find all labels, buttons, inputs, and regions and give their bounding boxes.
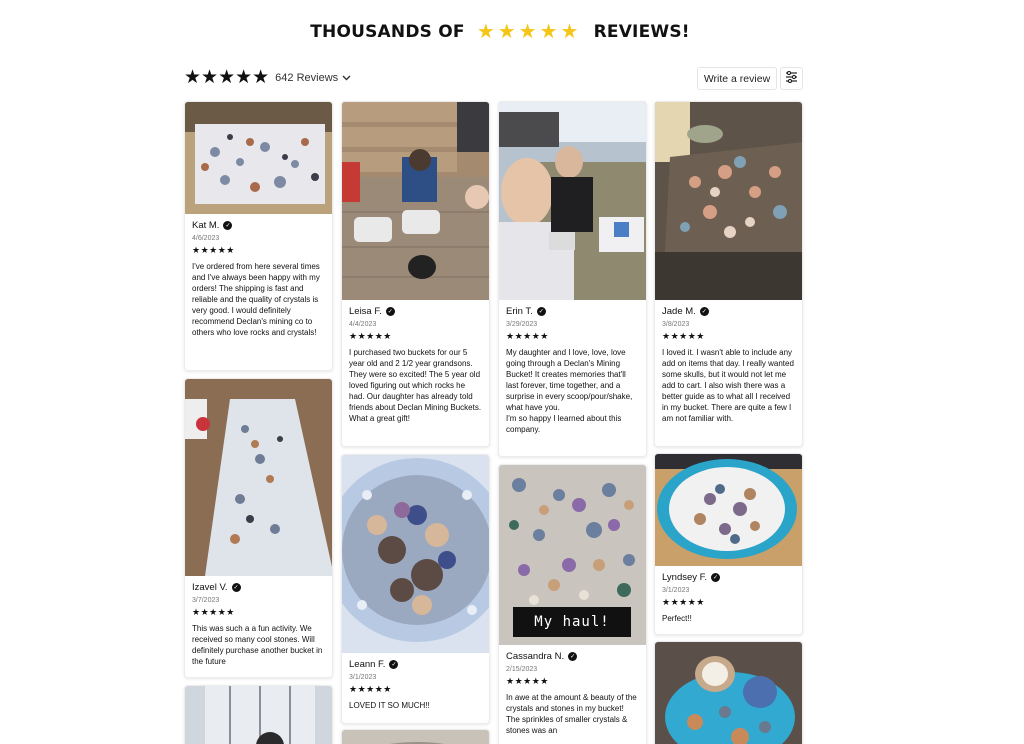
review-stars-icon: ★★★★★ — [192, 607, 235, 617]
sliders-icon — [785, 70, 798, 88]
review-card[interactable] — [341, 101, 490, 447]
verified-check-icon: ✓ — [713, 575, 719, 581]
reviewer-name: Leann F. — [349, 659, 386, 670]
review-photo[interactable] — [499, 102, 646, 300]
review-date: 4/4/2023 — [349, 321, 377, 328]
verified-check-icon: ✓ — [570, 654, 576, 660]
verified-check-icon: ✓ — [538, 309, 544, 315]
review-card[interactable] — [341, 454, 490, 724]
review-date: 4/6/2023 — [192, 235, 220, 242]
review-stars-icon: ★★★★★ — [662, 597, 705, 607]
review-card[interactable] — [184, 685, 333, 744]
verified-check-icon: ✓ — [701, 309, 707, 315]
review-date: 3/1/2023 — [662, 587, 690, 594]
reviewer-name: Lyndsey F. — [662, 572, 708, 583]
review-text: Perfect!! — [662, 614, 692, 623]
reviewer-name: Kat M. — [192, 220, 220, 231]
review-date: 3/1/2023 — [349, 674, 377, 681]
review-photo[interactable] — [655, 642, 802, 744]
reviewer-name: Cassandra N. — [506, 651, 565, 662]
photo-caption: My haul! — [513, 607, 631, 637]
review-text: I purchased two buckets for our 5 year old and 2 1/2 year grandsons. They were so excited! The 5 year old loved figuring out which rocks he had. Our daughter has already told friends about Declan Mining Buckets. What a great gift! — [349, 348, 482, 423]
review-stars-icon: ★★★★★ — [662, 331, 705, 341]
review-stars-icon: ★★★★★ — [192, 245, 235, 255]
review-date: 3/7/2023 — [192, 597, 220, 604]
review-text: In awe at the amount & beauty of the crystals and stones in my bucket! The sprinkles of smaller crystals & stones was an — [506, 693, 637, 735]
review-text: This was such a a fun activity. We received so many cool stones. Will definitely purchase another bucket in the future — [192, 624, 323, 666]
review-card[interactable] — [654, 453, 803, 635]
review-text: I've ordered from here several times and I've always been happy with my orders! The shipping is fast and reliable and the quality of crystals is very good. I would definitely recommend Declan's mining co to others who love rocks and crystals! — [192, 262, 320, 337]
review-photo[interactable] — [342, 730, 489, 744]
review-count[interactable]: 642 Reviews — [275, 72, 339, 84]
review-stars-icon: ★★★★★ — [349, 684, 392, 694]
review-photo[interactable] — [185, 379, 332, 576]
review-card[interactable] — [341, 729, 490, 744]
review-card[interactable] — [184, 378, 333, 678]
reviews-grid — [184, 101, 804, 744]
review-card[interactable] — [184, 101, 333, 371]
review-stars-icon: ★★★★★ — [349, 331, 392, 341]
review-photo[interactable] — [185, 102, 332, 214]
review-date: 3/29/2023 — [506, 321, 538, 328]
reviews-summary[interactable] — [184, 68, 351, 88]
review-date: 2/15/2023 — [506, 666, 538, 673]
average-rating-stars-icon: ★★★★★ — [184, 67, 270, 88]
verified-check-icon: ✓ — [233, 585, 239, 591]
title-stars-icon: ★★★★★ — [476, 19, 582, 43]
chevron-down-icon[interactable] — [342, 73, 351, 84]
reviewer-name: Jade M. — [662, 306, 696, 317]
verified-check-icon: ✓ — [387, 309, 393, 315]
reviewer-name: Erin T. — [506, 306, 533, 317]
review-photo[interactable] — [655, 454, 802, 566]
review-photo[interactable] — [499, 465, 646, 645]
verified-check-icon: ✓ — [225, 223, 231, 229]
review-photo[interactable] — [342, 455, 489, 653]
write-review-button[interactable]: Write a review — [697, 67, 777, 90]
review-card[interactable] — [654, 641, 803, 744]
review-photo[interactable] — [655, 102, 802, 300]
review-photo[interactable] — [342, 102, 489, 300]
review-card[interactable] — [498, 464, 647, 744]
review-card[interactable] — [654, 101, 803, 447]
reviewer-name: Leisa F. — [349, 306, 382, 317]
review-photo[interactable] — [185, 686, 332, 744]
review-text: I loved it. I wasn't able to include any add on items that day. I really wanted some skulls, but it would not let me add to cart. I also wish there was a better guide as to what all I received in my bucket. There are quite a few I am not familiar with. — [662, 348, 794, 423]
page-title — [0, 18, 1000, 42]
title-text-start: THOUSANDS OF — [310, 22, 465, 42]
verified-check-icon: ✓ — [391, 662, 397, 668]
review-stars-icon: ★★★★★ — [506, 676, 549, 686]
reviewer-name: Izavel V. — [192, 582, 228, 593]
review-card[interactable] — [498, 101, 647, 457]
review-text: My daughter and I love, love, love going through a Declan's Mining Bucket! It creates memories that'll last forever, time together, and a surprise in every scoop/pour/shake, what have you. I'm so happy I learned about this company. — [506, 348, 633, 434]
title-text-end: REVIEWS! — [593, 22, 690, 42]
filter-button[interactable] — [780, 67, 803, 90]
review-date: 3/8/2023 — [662, 321, 690, 328]
review-stars-icon: ★★★★★ — [506, 331, 549, 341]
review-text: LOVED IT SO MUCH!! — [349, 701, 430, 710]
